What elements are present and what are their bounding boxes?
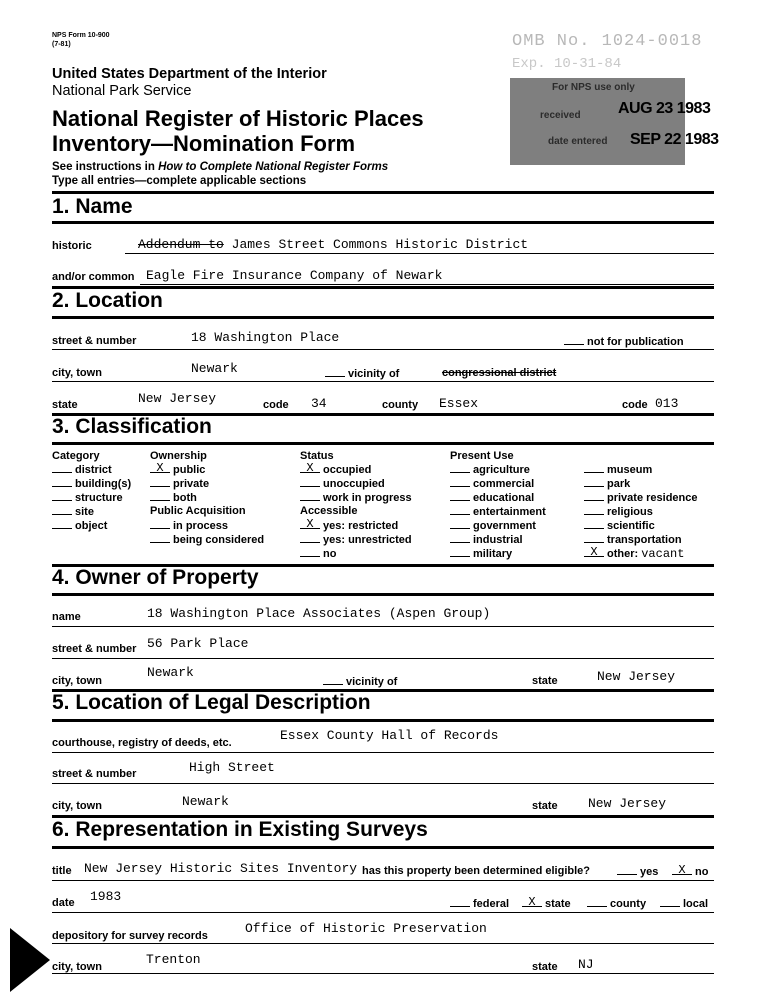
present-use-option[interactable]: private residence [584,491,698,505]
acquisition-heading: Public Acquisition [150,505,246,517]
present-use-option[interactable]: park [584,477,698,491]
eligible-yes[interactable]: yes [617,865,658,878]
location-county-label: county [382,399,419,411]
owner-street-value[interactable]: 56 Park Place [147,636,249,651]
courthouse-label: courthouse, registry of deeds, etc. [52,737,232,749]
location-street-label: street & number [52,335,137,347]
owner-street-line [52,658,714,659]
common-name-label: and/or common [52,271,135,283]
depository-line [52,943,714,944]
depository-value[interactable]: Office of Historic Preservation [245,921,487,936]
location-state-value[interactable]: New Jersey [138,391,217,406]
historic-value: James Street Commons Historic District [231,237,529,252]
form-number: NPS Form 10-900 [52,32,110,39]
category-option[interactable]: structure [52,491,131,505]
status-group [300,463,412,505]
eligible-question: has this property been determined eligible? [362,865,590,877]
courthouse-line [52,752,714,753]
section-2-heading: 2. Location [52,289,163,312]
category-option[interactable]: building(s) [52,477,131,491]
location-code-label: code [263,399,289,411]
historic-field[interactable] [138,237,528,252]
entered-stamp: SEP 22 1983 [630,131,719,148]
acquisition-group [150,519,264,547]
status-option[interactable]: work in progress [300,491,412,505]
location-county-value[interactable]: Essex [439,396,479,411]
acquisition-option[interactable]: in process [150,519,264,533]
survey-title-label: title [52,865,72,877]
accessible-option[interactable]: X yes: restricted [300,519,412,533]
historic-struck-text: Addendum to [138,237,224,252]
category-option[interactable]: district [52,463,131,477]
not-for-publication-label: not for publication [587,336,684,348]
accessible-heading: Accessible [300,505,358,517]
location-vicinity[interactable] [325,367,399,380]
owner-vicinity[interactable] [323,675,397,688]
owner-name-value[interactable]: 18 Washington Place Associates (Aspen Group) [147,606,491,621]
owner-state-label: state [532,675,558,687]
section-1-heading: 1. Name [52,195,133,218]
section-4-bottom-rule [52,593,714,596]
owner-name-line [52,626,714,627]
county-code-label: code [622,399,648,411]
instructions-title: How to Complete National Register Forms [158,161,389,173]
present-use-option[interactable]: military [450,547,546,561]
location-code-value[interactable]: 34 [311,396,327,411]
present-use-option[interactable]: government [450,519,546,533]
ownership-option[interactable]: both [150,491,209,505]
acquisition-option[interactable]: being considered [150,533,264,547]
category-option[interactable]: site [52,505,131,519]
section-6-heading: 6. Representation in Existing Surveys [52,818,428,841]
present-use-option[interactable]: commercial [450,477,546,491]
location-city-value[interactable]: Newark [191,361,238,376]
location-state-label: state [52,399,78,411]
eligible-no[interactable]: X no [672,865,708,878]
section-5-bottom-rule [52,719,714,722]
common-name-value[interactable]: Eagle Fire Insurance Company of Newark [146,268,443,283]
survey-state-value[interactable]: NJ [578,957,594,972]
form-title-line1: National Register of Historic Places [52,106,424,131]
status-heading: Status [300,450,334,462]
category-option[interactable]: object [52,519,131,533]
instructions-line2: Type all entries—complete applicable sections [52,175,307,187]
nps-use-label: For NPS use only [552,82,635,93]
location-vicinity-blank [325,367,345,377]
scan-edge-mark [10,928,50,992]
present-use-col2 [584,463,698,561]
present-use-col1 [450,463,546,561]
present-use-other-value[interactable]: vacant [641,547,685,561]
status-option[interactable]: unoccupied [300,477,412,491]
location-city-line [52,381,714,382]
service-name: National Park Service [52,83,192,99]
owner-name-label: name [52,611,81,623]
section-1-top-rule [52,191,714,194]
form-title-line2: Inventory—Nomination Form [52,131,356,156]
category-group [52,463,131,533]
received-label: received [540,110,581,121]
legal-street-line [52,783,714,784]
survey-date-label: date [52,897,75,909]
owner-city-value[interactable]: Newark [147,665,194,680]
page-bottom-line [52,973,714,974]
owner-city-label: city, town [52,675,102,687]
legal-street-label: street & number [52,768,137,780]
nps-use-box [510,78,685,165]
location-city-label: city, town [52,367,102,379]
section-5-heading: 5. Location of Legal Description [52,691,371,714]
status-option[interactable]: X occupied [300,463,412,477]
ownership-group [150,463,209,505]
entered-label: date entered [548,136,608,147]
ownership-heading: Ownership [150,450,207,462]
not-for-publication[interactable] [564,335,684,348]
section-3-bottom-rule [52,442,714,445]
survey-date-line [52,912,714,913]
not-for-publication-blank [564,335,584,345]
section-6-bottom-rule [52,846,714,849]
congressional-district-label: congressional district [442,367,557,379]
omb-stamp: OMB No. 1024-0018 [512,32,703,51]
owner-vicinity-label: vicinity of [346,676,398,688]
section-3-heading: 3. Classification [52,415,212,438]
present-use-option[interactable]: educational [450,491,546,505]
received-stamp: AUG 23 1983 [618,100,711,117]
department-name: United States Department of the Interior [52,66,327,82]
present-use-option[interactable]: industrial [450,533,546,547]
present-use-option[interactable]: entertainment [450,505,546,519]
present-use-option[interactable]: agriculture [450,463,546,477]
common-name-line [140,284,714,285]
category-heading: Category [52,450,100,462]
instructions [52,161,388,173]
location-vicinity-label: vicinity of [348,368,400,380]
ownership-option[interactable]: X public [150,463,209,477]
expiration-stamp: Exp. 10-31-84 [512,56,622,72]
survey-title-value[interactable]: New Jersey Historic Sites Inventory [84,861,358,876]
present-use-option[interactable]: scientific [584,519,698,533]
accessible-option[interactable]: yes: unrestricted [300,533,412,547]
legal-state-label: state [532,800,558,812]
accessible-group [300,519,412,561]
present-use-option[interactable]: museum [584,463,698,477]
survey-date-value[interactable]: 1983 [90,889,122,904]
level-county[interactable]: county [587,897,646,910]
survey-title-line [52,880,714,881]
legal-city-value[interactable]: Newark [182,794,229,809]
present-use-heading: Present Use [450,450,514,462]
owner-vicinity-blank [323,675,343,685]
location-street-value[interactable]: 18 Washington Place [191,330,340,345]
courthouse-value[interactable]: Essex County Hall of Records [280,728,499,743]
accessible-option[interactable]: no [300,547,412,561]
present-use-other-option[interactable]: X other: vacant [584,547,698,561]
owner-street-label: street & number [52,643,137,655]
level-local[interactable]: local [660,897,708,910]
owner-state-value[interactable]: New Jersey [597,669,676,684]
historic-line [125,253,714,254]
section-2-bottom-rule [52,316,714,319]
survey-state-label: state [532,961,558,973]
level-state[interactable]: X state [522,897,571,910]
depository-label: depository for survey records [52,930,208,942]
survey-city-label: city, town [52,961,102,973]
location-street-line [52,349,714,350]
historic-label: historic [52,240,92,252]
form-date: (7-81) [52,41,71,48]
county-code-value[interactable]: 013 [655,396,679,411]
section-1-bottom-rule [52,221,714,224]
ownership-option[interactable]: private [150,477,209,491]
level-federal[interactable]: federal [450,897,509,910]
survey-city-value[interactable]: Trenton [146,952,201,967]
legal-street-value[interactable]: High Street [189,760,275,775]
present-use-option[interactable]: religious [584,505,698,519]
legal-state-value[interactable]: New Jersey [588,796,667,811]
legal-city-label: city, town [52,800,102,812]
section-4-heading: 4. Owner of Property [52,566,259,589]
instructions-prefix: See instructions in [52,161,159,173]
present-use-option[interactable]: transportation [584,533,698,547]
